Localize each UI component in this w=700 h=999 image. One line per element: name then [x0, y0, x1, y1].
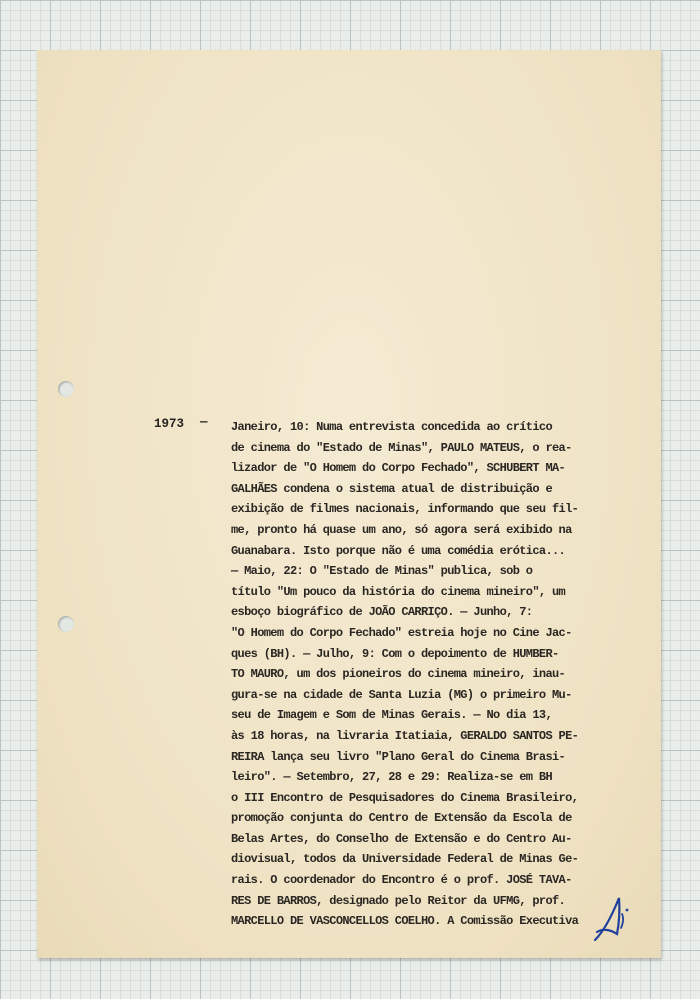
text-line: lizador de "O Homem do Corpo Fechado", SCHUBERT MA- — [231, 461, 566, 476]
text-line: TO MAURO, um dos pioneiros do cinema mineiro, inau- — [231, 667, 566, 682]
text-line: me, pronto há quase um ano, só agora será exibido na — [231, 522, 572, 537]
text-line: esboço biográfico de JOÃO CARRIÇO. — Junho, 7: — [231, 605, 533, 620]
text-line: Guanabara. Isto porque não é uma comédia erótica... — [231, 543, 566, 558]
text-line: exibição de filmes nacionais, informando que seu fil- — [231, 502, 579, 517]
punch-hole-top — [58, 381, 74, 397]
text-line: Belas Artes, do Conselho de Extensão e do Centro Au- — [231, 831, 572, 846]
text-line: GALHÃES condena o sistema atual de distribuição e — [231, 481, 553, 496]
text-line: REIRA lança seu livro "Plano Geral do Cinema Brasi- — [231, 749, 566, 764]
typed-text-block — [231, 417, 671, 932]
text-line: MARCELLO DE VASCONCELLOS COELHO. A Comissão Executiva — [231, 914, 579, 929]
text-line: promoção conjunta do Centro de Extensão da Escola de — [231, 811, 572, 826]
punch-hole-bottom — [58, 616, 74, 632]
text-line: leiro". — Setembro, 27, 28 e 29: Realiza-se em BH — [231, 770, 553, 785]
text-line: ques (BH). — Julho, 9: Com o depoimento de HUMBER- — [231, 646, 559, 661]
text-line: título "Um pouco da história do cinema mineiro", um — [231, 584, 566, 599]
text-line: gura-se na cidade de Santa Luzia (MG) o primeiro Mu- — [231, 687, 572, 702]
text-line: rais. O coordenador do Encontro é o prof. JOSÉ TAVA- — [231, 873, 572, 888]
text-line: — Maio, 22: O "Estado de Minas" publica, sob o — [231, 564, 533, 579]
text-line: às 18 horas, na livraria Itatiaia, GERALDO SANTOS PE- — [231, 728, 579, 743]
handwritten-initials — [589, 888, 639, 948]
entry-year: 1973 — [154, 417, 185, 431]
year-dash: — — [200, 415, 208, 429]
text-line: Janeiro, 10: Numa entrevista concedida ao crítico — [231, 420, 553, 434]
text-line: RES DE BARROS, designado pelo Reitor da UFMG, prof. — [231, 893, 566, 908]
text-line: "O Homem do Corpo Fechado" estreia hoje no Cine Jac- — [231, 625, 572, 640]
text-line: de cinema do "Estado de Minas", PAULO MATEUS, o rea- — [231, 440, 572, 455]
text-line: seu de Imagem e Som de Minas Gerais. — No dia 13, — [231, 708, 553, 723]
text-line: o III Encontro de Pesquisadores do Cinema Brasileiro, — [231, 790, 579, 805]
text-line: diovisual, todos da Universidade Federal de Minas Ge- — [231, 852, 579, 867]
document-page — [37, 50, 661, 958]
